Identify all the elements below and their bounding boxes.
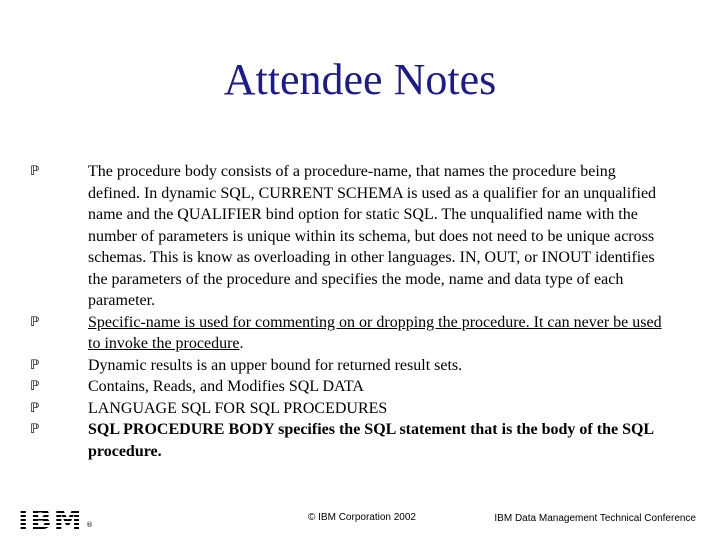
copyright-text: © IBM Corporation 2002 [308, 512, 416, 523]
bullet-item-specific-name [30, 312, 670, 355]
bullet-item-dynamic-results [30, 355, 670, 377]
bullet-text: Contains, Reads, and Modifies SQL DATA [88, 378, 364, 395]
bullet-icon: ℙ [30, 400, 40, 416]
conference-name: IBM Data Management Technical Conference [494, 513, 696, 524]
bullet-text-suffix: . [239, 335, 244, 352]
bullet-icon: ℙ [30, 379, 40, 394]
bullet-list [30, 161, 670, 462]
registered-mark: ® [86, 521, 93, 529]
bullet-item-language-sql [30, 398, 670, 420]
slide-title: Attendee Notes [223, 55, 497, 104]
bullet-text: Specific-name is used for commenting on or dropping the procedure. It can never be used to invoke the procedure [88, 313, 662, 352]
bullet-text: The procedure body consists of a procedure-name, that names the procedure being defined. In dynamic SQL, CURRENT SCHEMA is used as a qualifier for an unqualified name and the QUALIFIER bind option for static SQL. The unqualified name with the number of parameters is unique within its schema, but does not need to be unique across schemas. This is know as overloading in other languages. IN, OUT, or INOUT identifies the parameters of the procedure and specifies the mode, name and data type of each parameter. [88, 163, 657, 309]
bullet-icon: ℙ [30, 164, 40, 179]
bullet-icon: ℙ [30, 314, 40, 330]
bullet-text: Dynamic results is an upper bound for returned result sets. [88, 356, 463, 374]
bullet-item-sql-data [30, 376, 670, 398]
bullet-text: LANGUAGE SQL FOR SQL PROCEDURES [88, 399, 388, 417]
bullet-text: SQL PROCEDURE BODY specifies the SQL statement that is the body of the SQL procedure. [88, 421, 654, 460]
ibm-logo: IBM [18, 503, 84, 536]
bullet-icon: ℙ [30, 422, 40, 437]
bullet-item-procedure-body-statement [30, 419, 670, 462]
bullet-item-procedure-body [30, 161, 670, 312]
bullet-icon: ℙ [30, 357, 40, 373]
